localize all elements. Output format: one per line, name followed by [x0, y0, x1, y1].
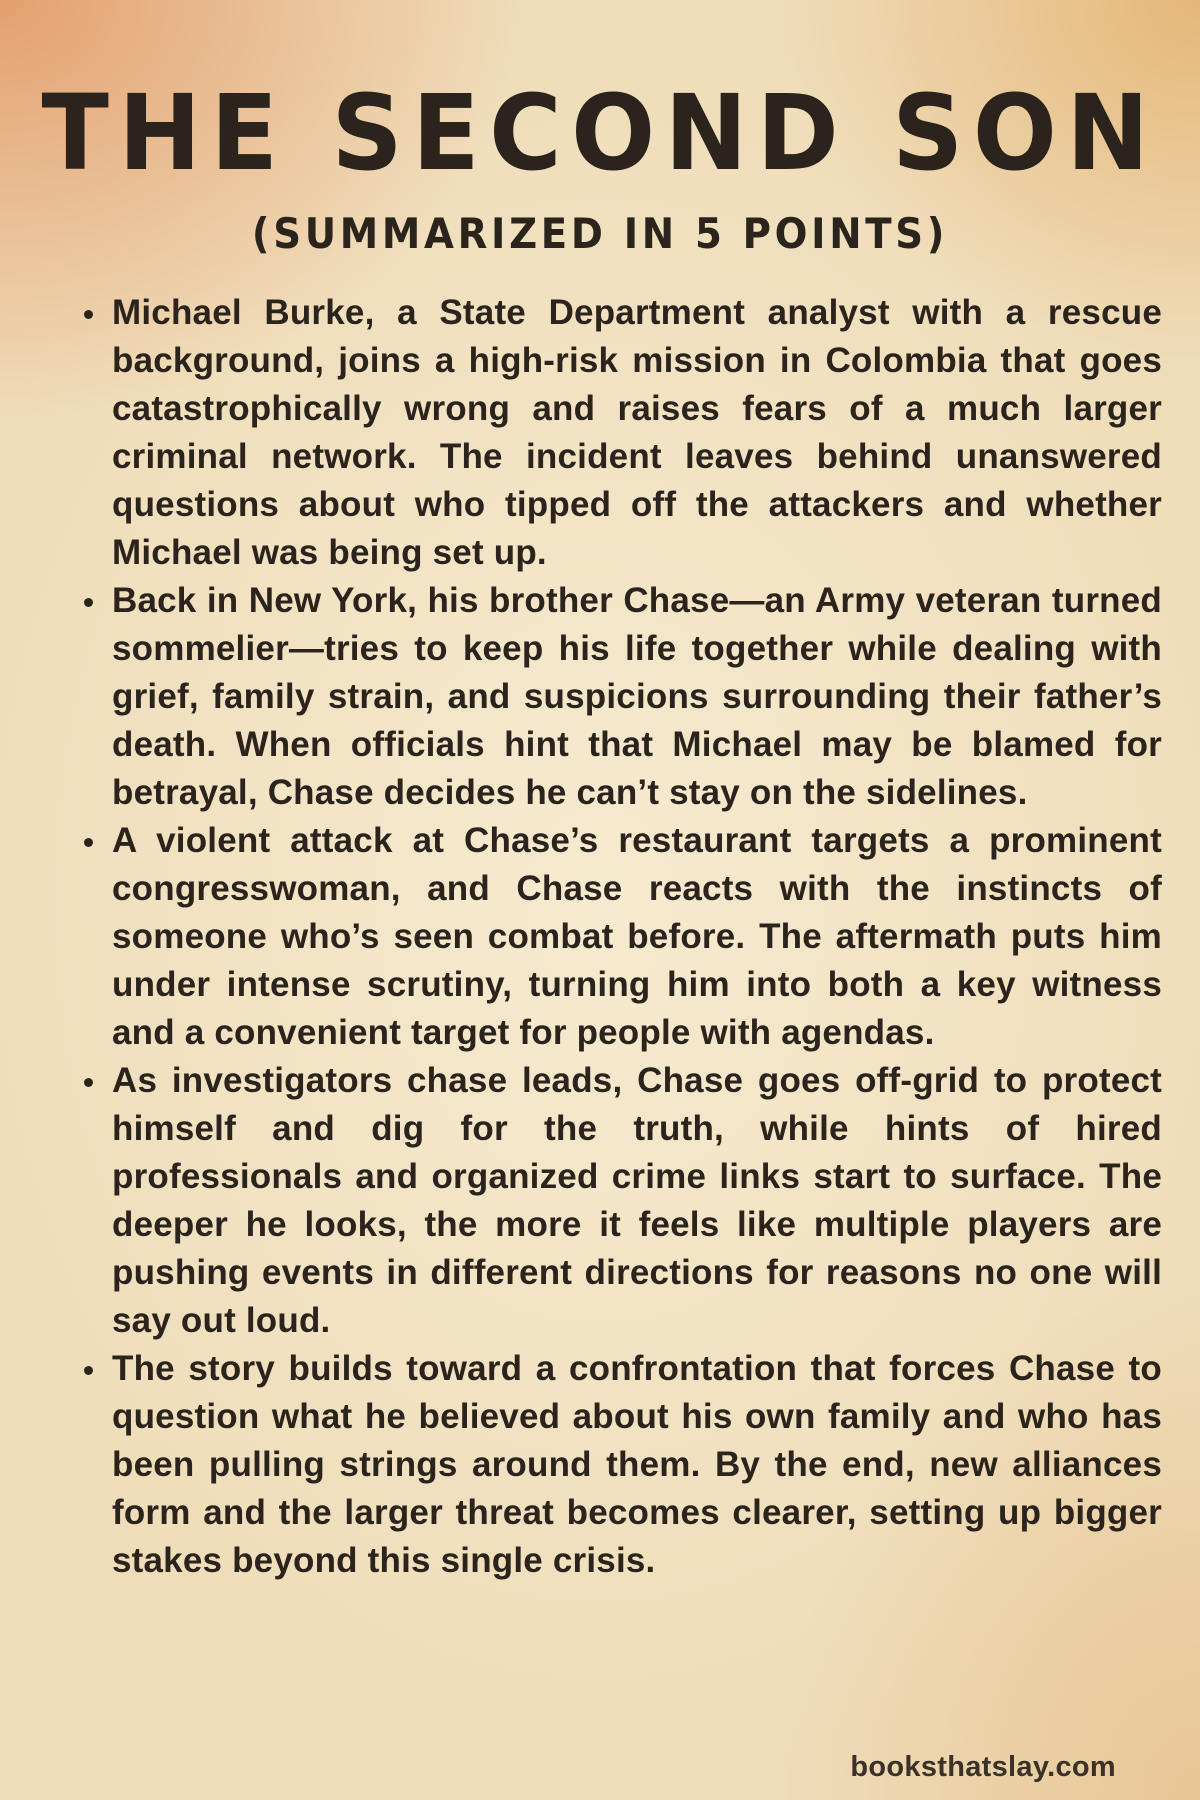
summary-points-list [76, 289, 1162, 1585]
summary-point-3: A violent attack at Chase’s restaurant targets a prominent congresswoman, and Chase reacts with the instincts of someone who’s seen combat before. The aftermath puts him under intense scrutiny, turning him into both a key witness and a convenient target for people with agendas. [112, 817, 1162, 1057]
summary-point-2: Back in New York, his brother Chase—an Army veteran turned sommelier—tries to keep his life together while dealing with grief, family strain, and suspicions surrounding their father’s death. When officials hint that Michael may be blamed for betrayal, Chase decides he can’t stay on the sidelines. [112, 577, 1162, 817]
summary-point-4: As investigators chase leads, Chase goes off-grid to protect himself and dig for the truth, while hints of hired professionals and organized crime links start to surface. The deeper he looks, the more it feels like multiple players are pushing events in different directions for reasons no one will say out loud. [112, 1057, 1162, 1345]
page-title: THE SECOND SON [41, 72, 1159, 194]
site-watermark: booksthatslay.com [850, 1751, 1116, 1783]
summary-point-5: The story builds toward a confrontation that forces Chase to question what he believed about his own family and who has been pulling strings around them. By the end, new alliances form and the larger threat becomes clearer, setting up bigger stakes beyond this single crisis. [112, 1345, 1162, 1585]
summary-point-1: Michael Burke, a State Department analyst with a rescue background, joins a high-risk mission in Colombia that goes catastrophically wrong and raises fears of a much larger criminal network. The incident leaves behind unanswered questions about who tipped off the attackers and whether Michael was being set up. [112, 289, 1162, 577]
page-subtitle: (SUMMARIZED IN 5 POINTS) [251, 209, 949, 258]
